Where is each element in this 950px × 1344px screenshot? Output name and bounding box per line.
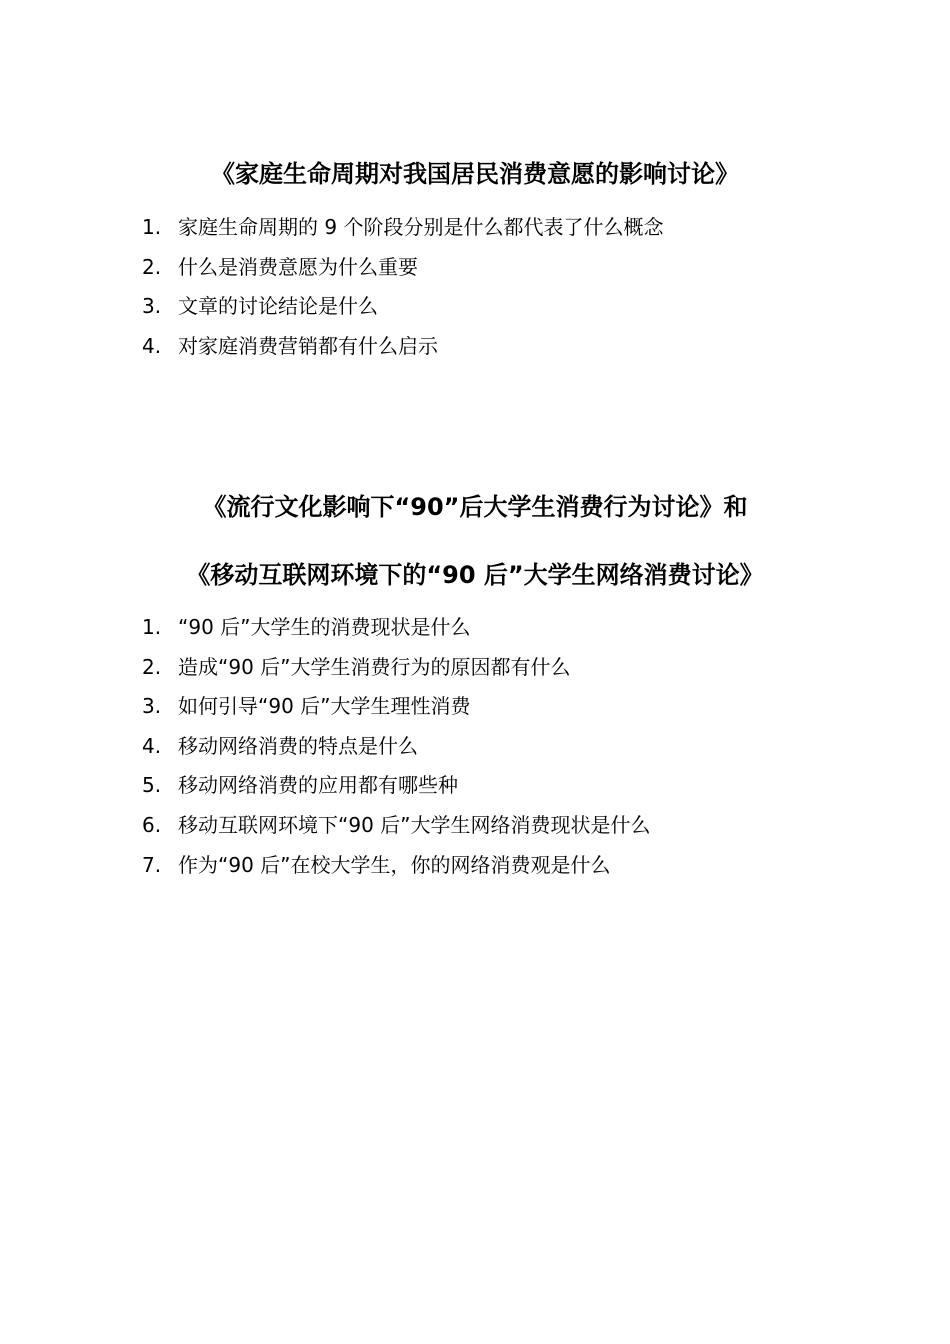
item-text: 移动互联网环境下“90 后”大学生网络消费现状是什么 [178,812,651,837]
item-text: 移动网络消费的特点是什么 [178,733,418,758]
item-text: 什么是消费意愿为什么重要 [178,254,418,279]
item-text: “90 后”大学生的消费现状是什么 [178,615,471,639]
item-number: 2. [142,654,162,679]
item-text: 家庭生命周期的 9 个阶段分别是什么都代表了什么概念 [178,215,664,239]
item-number: 7. [142,852,162,877]
list-item [142,608,651,648]
list-item [142,806,651,846]
item-number: 3. [142,694,162,719]
item-text: 对家庭消费营销都有什么启示 [178,333,438,358]
list-item [142,208,663,248]
list-item [142,287,663,327]
section2-question-list [142,608,651,885]
item-number: 1. [142,615,162,639]
list-item [142,846,651,886]
list-item [142,727,651,767]
section2-title-line2: 《移动互联网环境下的“90 后”大学生网络消费讨论》 [186,561,764,589]
item-number: 4. [142,733,162,758]
section1-title: 《家庭生命周期对我国居民消费意愿的影响讨论》 [211,160,739,188]
item-number: 4. [142,333,162,358]
item-text: 移动网络消费的应用都有哪些种 [178,773,458,798]
list-item [142,687,651,727]
item-text: 作为“90 后”在校大学生，你的网络消费观是什么 [178,852,611,877]
item-number: 5. [142,773,162,798]
item-text: 如何引导“90 后”大学生理性消费 [178,694,471,719]
item-text: 文章的讨论结论是什么 [178,294,378,319]
item-text: 造成“90 后”大学生消费行为的原因都有什么 [178,654,571,679]
list-item [142,648,651,688]
section1-question-list [142,208,663,366]
list-item [142,766,651,806]
item-number: 1. [142,215,162,239]
item-number: 6. [142,812,162,837]
list-item [142,327,663,367]
list-item [142,248,663,288]
section2-title-line1: 《流行文化影响下“90”后大学生消费行为讨论》和 [202,493,748,521]
item-number: 3. [142,294,162,319]
item-number: 2. [142,254,162,279]
